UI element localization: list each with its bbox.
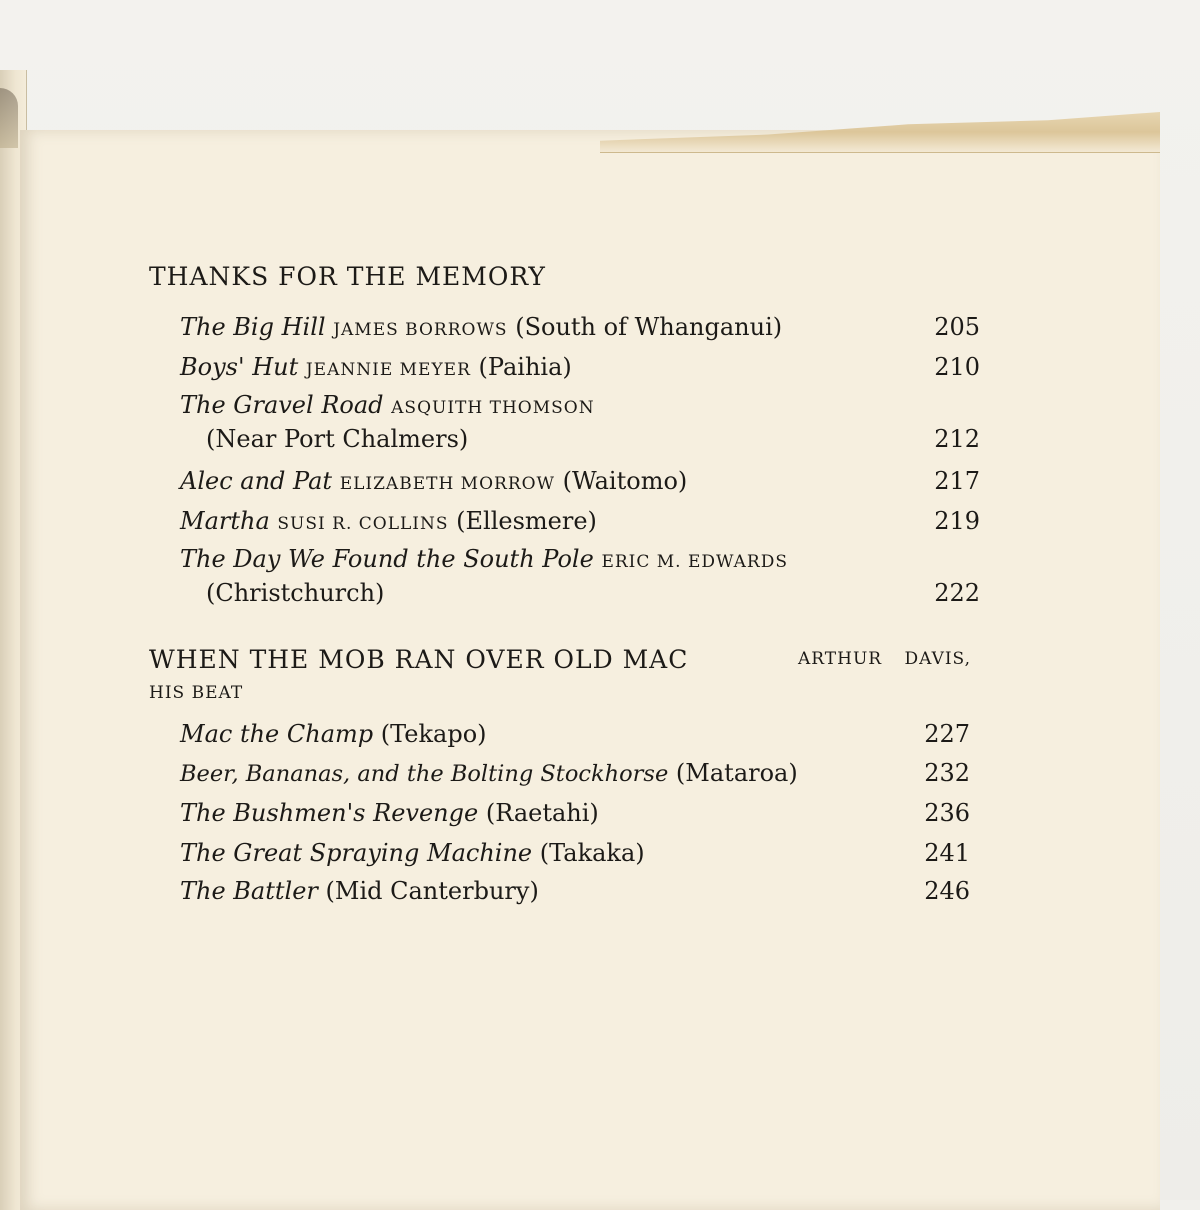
- story-title: The Great Spraying Machine: [180, 839, 533, 867]
- toc-entry: [180, 388, 980, 425]
- page-number: 232: [924, 759, 970, 787]
- toc-entry: [180, 836, 970, 870]
- section-title: THANKS FOR THE MEMORY: [149, 262, 546, 291]
- story-place: (Mid Canterbury): [325, 877, 539, 905]
- story-place: (Raetahi): [485, 799, 599, 827]
- story-author: ASQUITH THOMSON: [391, 398, 595, 418]
- page-number: 212: [934, 425, 980, 453]
- toc-entry: [180, 874, 970, 908]
- story-author: ERIC M. EDWARDS: [601, 552, 789, 572]
- toc-entry: [180, 310, 980, 347]
- page-number: 222: [934, 579, 980, 607]
- story-title: The Bushmen's Revenge: [180, 799, 479, 827]
- page-number: 241: [924, 839, 970, 867]
- page-number: 236: [924, 799, 970, 827]
- toc-entry: [180, 717, 970, 751]
- story-title: Martha: [180, 507, 270, 535]
- section-title-text: WHEN THE MOB RAN OVER OLD MAC: [149, 645, 689, 674]
- story-author: ELIZABETH MORROW: [339, 474, 556, 494]
- story-place: (Christchurch): [206, 579, 385, 607]
- page-number: 210: [934, 353, 980, 381]
- story-place: (South of Whanganui): [515, 313, 783, 341]
- story-place: (Mataroa): [675, 759, 798, 787]
- story-place: (Paihia): [478, 353, 572, 381]
- page-number: 219: [934, 507, 980, 535]
- toc-entry: [180, 350, 980, 387]
- story-author: SUSI R. COLLINS: [277, 514, 449, 534]
- story-title: Alec and Pat: [180, 467, 333, 495]
- toc-entry: [180, 796, 970, 830]
- story-place: (Tekapo): [380, 720, 487, 748]
- story-place: (Waitomo): [562, 467, 688, 495]
- section-author-continued: HIS BEAT: [149, 683, 244, 703]
- story-title: Boys' Hut: [180, 353, 299, 381]
- toc-entry-continued: [180, 422, 980, 456]
- toc-entry: [180, 756, 970, 791]
- toc-entry: [180, 504, 980, 541]
- toc-entry-continued: [180, 576, 980, 610]
- toc-entry: [180, 542, 980, 579]
- page-number: 217: [934, 467, 980, 495]
- story-place: (Near Port Chalmers): [206, 425, 469, 453]
- story-title: The Battler: [180, 877, 318, 905]
- story-title: Beer, Bananas, and the Bolting Stockhorse: [180, 761, 669, 787]
- story-author: JAMES BORROWS: [333, 320, 508, 340]
- story-place: (Ellesmere): [456, 507, 597, 535]
- story-title: The Day We Found the South Pole: [180, 545, 594, 573]
- section-author: ARTHUR DAVIS,: [798, 649, 971, 669]
- page-number: 246: [924, 877, 970, 905]
- toc-entry: [180, 464, 980, 501]
- page-number: 205: [934, 313, 980, 341]
- story-place: (Takaka): [539, 839, 645, 867]
- section-title: [149, 645, 971, 674]
- story-title: The Big Hill: [180, 313, 326, 341]
- story-title: The Gravel Road: [180, 391, 384, 419]
- story-title: Mac the Champ: [180, 720, 374, 748]
- page-number: 227: [924, 720, 970, 748]
- story-author: JEANNIE MEYER: [305, 360, 471, 380]
